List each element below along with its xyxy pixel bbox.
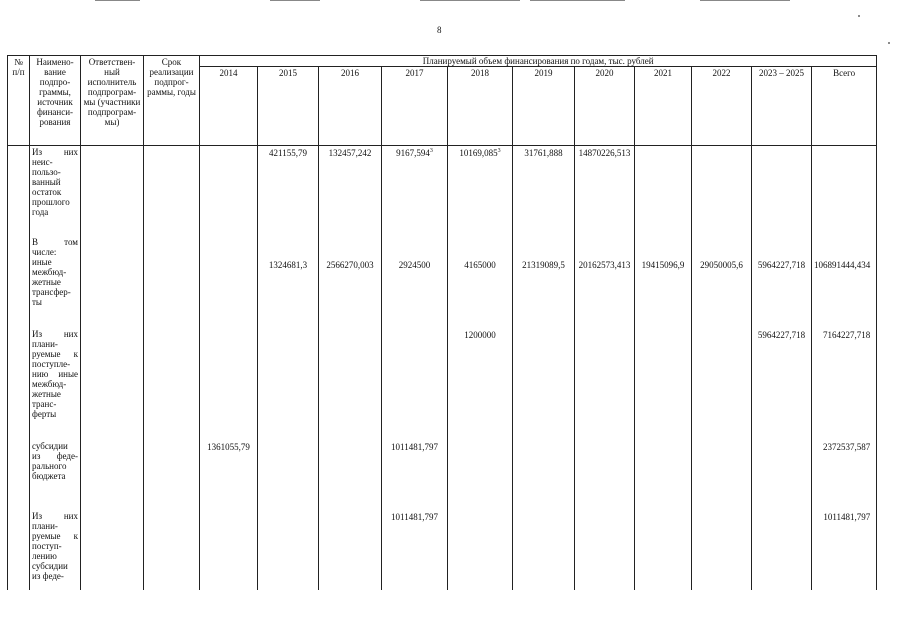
cell-2020 (575, 510, 635, 590)
cell-2019: 21319089,5 (513, 236, 575, 328)
cell-2021 (635, 440, 692, 510)
cell-2021: 19415096,9 (635, 236, 692, 328)
cell-total: 2372537,587 (812, 440, 877, 510)
header-planned-financing: Планируемый объем финансирования по годам, тыс. рублей (200, 56, 877, 67)
cell-2023-2025 (752, 440, 812, 510)
table-row (8, 146, 877, 236)
cell-2018 (448, 440, 513, 510)
table-row (8, 440, 877, 510)
table-row (8, 328, 877, 440)
financing-table (7, 55, 877, 590)
cell-total: 7164227,718 (812, 328, 877, 440)
cell-2017: 1011481,797 (382, 440, 448, 510)
cell-2016 (319, 440, 382, 510)
top-rule (270, 0, 320, 1)
cell-2023-2025 (752, 146, 812, 236)
cell-2019: 31761,888 (513, 146, 575, 236)
cell-2019 (513, 440, 575, 510)
header-year-2014: 2014 (200, 67, 258, 146)
header-year-2015: 2015 (258, 67, 319, 146)
cell-2022 (692, 328, 752, 440)
header-name: Наимено- вание подпро- граммы, источник финанси- рования (30, 56, 81, 146)
cell-2015: 421155,79 (258, 146, 319, 236)
header-year-2019: 2019 (513, 67, 575, 146)
cell-2017 (382, 328, 448, 440)
cell-2017: 2924500 (382, 236, 448, 328)
cell-2022 (692, 146, 752, 236)
top-rule (530, 0, 625, 1)
cell-2020 (575, 440, 635, 510)
cell-2020 (575, 328, 635, 440)
cell-2023-2025 (752, 510, 812, 590)
cell-2022 (692, 440, 752, 510)
footnote-mark: 3 (497, 148, 501, 154)
cell-2022 (692, 510, 752, 590)
cell-2015 (258, 440, 319, 510)
cell-2017: 9167,594$^3$ (382, 146, 448, 236)
cell-2014 (200, 236, 258, 328)
scan-speck (888, 42, 890, 44)
cell-2022: 29050005,6 (692, 236, 752, 328)
cell-2023-2025: 5964227,718 (752, 236, 812, 328)
cell-2017: 1011481,797 (382, 510, 448, 590)
top-rule (420, 0, 520, 1)
cell-total: 106891444,434 (812, 236, 877, 328)
cell-2018: 4165000 (448, 236, 513, 328)
cell-2021 (635, 510, 692, 590)
cell-2019 (513, 328, 575, 440)
row-label: В том числе: иные межбюд- жетные трансфер- ты (30, 236, 81, 328)
footnote-mark: 3 (429, 148, 433, 154)
header-year-2018: 2018 (448, 67, 513, 146)
cell-total (812, 146, 877, 236)
cell-2021 (635, 328, 692, 440)
cell-2016 (319, 328, 382, 440)
table-row (8, 236, 877, 328)
header-year-2020: 2020 (575, 67, 635, 146)
header-year-2017: 2017 (382, 67, 448, 146)
cell-2016: 2566270,003 (319, 236, 382, 328)
cell-2018 (448, 510, 513, 590)
cell-2016: 132457,242 (319, 146, 382, 236)
cell-2020: 20162573,413 (575, 236, 635, 328)
row-label: субсидии из феде- рального бюджета (30, 440, 81, 510)
header-term: Срок реализации подпрог- раммы, годы (144, 56, 200, 146)
cell-2019 (513, 510, 575, 590)
top-rule (700, 0, 790, 1)
header-total: Всего (812, 67, 877, 146)
cell-2014 (200, 328, 258, 440)
header-year-2016: 2016 (319, 67, 382, 146)
cell-2020: 14870226,513 (575, 146, 635, 236)
cell-total: 1011481,797 (812, 510, 877, 590)
cell-2023-2025: 5964227,718 (752, 328, 812, 440)
cell-2021 (635, 146, 692, 236)
table-row (8, 510, 877, 590)
cell-2014: 1361055,79 (200, 440, 258, 510)
row-label: Из них плани- руемые к поступле- нию иные межбюд- жетные транс- ферты (30, 328, 81, 440)
page-number: 8 (437, 25, 442, 35)
header-year-2022: 2022 (692, 67, 752, 146)
header-num: № п/п (8, 56, 30, 146)
row-label: Из них плани- руемые к поступ- лению субсидии из феде- (30, 510, 81, 590)
cell-2018: 10169,085$^3$ (448, 146, 513, 236)
cell-2014 (200, 146, 258, 236)
top-rule (95, 0, 140, 1)
row-label: Из них неис- пользо- ванный остаток прошлого года (30, 146, 81, 236)
header-year-2021: 2021 (635, 67, 692, 146)
cell-2016 (319, 510, 382, 590)
cell-2014 (200, 510, 258, 590)
cell-2015: 1324681,3 (258, 236, 319, 328)
header-executor: Ответствен- ный исполнитель подпрограм- мы (участники подпрограм- мы) (81, 56, 144, 146)
header-year-2023-2025: 2023 – 2025 (752, 67, 812, 146)
scan-speck (858, 15, 860, 17)
cell-2018: 1200000 (448, 328, 513, 440)
cell-2015 (258, 510, 319, 590)
cell-2015 (258, 328, 319, 440)
